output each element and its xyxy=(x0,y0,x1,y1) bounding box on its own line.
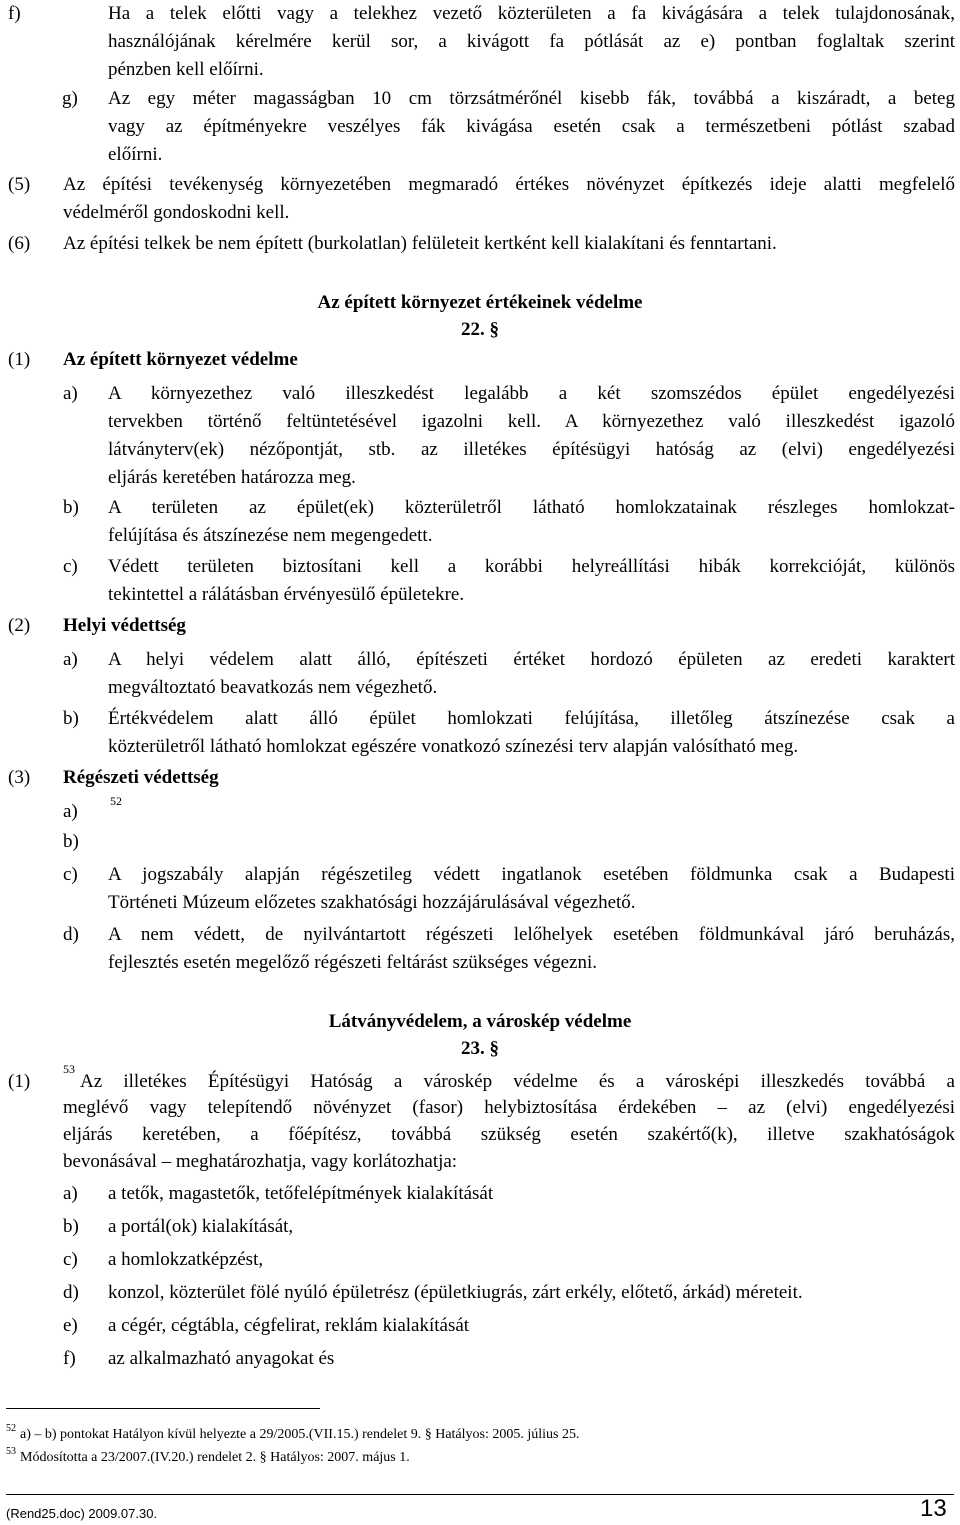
footnote-mark-53: 53 xyxy=(6,1446,16,1457)
section-symbol-22: § xyxy=(489,319,499,340)
s22-p1-c-line-2: tekintettel a rálátásban érvényesülő épületekre. xyxy=(108,584,465,605)
s22-p1-label-a: a) xyxy=(63,383,78,404)
s22-p2-label-a: a) xyxy=(63,649,78,670)
s22-p2-b-line-1: Értékvédelem alatt álló épület homlokzati felújítása, illetőleg átszínezése csak a xyxy=(108,708,955,729)
footnote-52-text: a) ‒ b) pontokat Hatályon kívül helyezte a 29/2005.(VII.15.) rendelet 9. § Hatályos: 2005. július 25. xyxy=(20,1427,580,1442)
section-symbol-23: § xyxy=(489,1038,499,1059)
s22-p1-a-line-4: eljárás keretében határozza meg. xyxy=(108,467,356,488)
s22-p1-label-b: b) xyxy=(63,497,79,518)
s23-p1-line-3: eljárás keretében, a főépítész, továbbá szükség esetén szakértő(k), illetve szakhatóságok xyxy=(63,1124,955,1145)
s22-p1-c-line-1: Védett területen biztosítani kell a korábbi helyreállítási hibák korrekcióját, különös xyxy=(108,556,955,577)
s22-p3-label-c: c) xyxy=(63,864,78,885)
item-g-line-2: vagy az építményekre veszélyes fák kivágása esetén csak a természetbeni pótlást szabad xyxy=(108,116,955,137)
s22-p2-label-b: b) xyxy=(63,708,79,729)
s22-p2-a-line-2: megváltoztató beavatkozás nem végezhető. xyxy=(108,677,438,698)
s23-item-d: konzol, közterület fölé nyúló épületrész (épületkiugrás, zárt erkély, előtető, árkád) méreteit. xyxy=(108,1282,803,1303)
section-22-title: Az épített környezet értékeinek védelme xyxy=(317,292,643,313)
s22-paragraph-3-heading: Régészeti védettség xyxy=(63,767,219,788)
paragraph-label-5: (5) xyxy=(8,174,31,195)
s23-label-e: e) xyxy=(63,1315,78,1336)
s22-paragraph-label-1: (1) xyxy=(8,349,31,370)
s23-p1-line-2: meglévő vagy telepítendő növényzet (fasor) helybiztosítása érdekében ‒ az (elvi) engedélyezési xyxy=(63,1097,955,1118)
section-22-number xyxy=(380,316,580,344)
s23-p1-line-4: bevonásával ‒ meghatározhatja, vagy korlátozhatja: xyxy=(63,1151,458,1172)
paragraph-6-text: Az építési telkek be nem épített (burkolatlan) felületeit kertként kell kialakítani és fenntartani. xyxy=(63,233,777,254)
s23-label-d: d) xyxy=(63,1282,79,1303)
s23-item-f: az alkalmazható anyagokat és xyxy=(108,1348,335,1369)
paragraph-label-6: (6) xyxy=(8,233,31,254)
item-f-line-2: használójának kérelmére kerül sor, a kivágott fa pótlását az e) pontban foglaltak szerint xyxy=(108,31,955,52)
s22-p1-a-line-2: tervekben történő feltüntetésével igazolni kell. A környezethez való illeszkedést igazoló xyxy=(108,411,955,432)
s23-label-c: c) xyxy=(63,1249,78,1270)
footnote-ref-53[interactable]: 53 xyxy=(63,1062,75,1076)
s23-item-e: a cégér, cégtábla, cégfelirat, reklám kialakítását xyxy=(108,1315,470,1336)
s22-p1-label-c: c) xyxy=(63,556,78,577)
footnote-ref-52[interactable]: 52 xyxy=(110,794,122,808)
section-22-num: 22. xyxy=(461,319,485,340)
s23-label-a: a) xyxy=(63,1183,78,1204)
footer-document-info: (Rend25.doc) 2009.07.30. xyxy=(6,1506,158,1521)
s22-p3-label-d: d) xyxy=(63,924,79,945)
s22-p1-b-line-2: felújítása és átszínezése nem megengedett. xyxy=(108,525,433,546)
s22-p1-a-line-1: A környezethez való illeszkedést legalább a két szomszédos épület engedélyezési xyxy=(108,383,955,404)
s22-p3-c-line-1: A jogszabály alapján régészetileg védett ingatlanok esetében földmunka csak a Budapesti xyxy=(108,864,955,885)
section-23-title: Látványvédelem, a városkép védelme xyxy=(328,1011,632,1032)
section-23-num: 23. xyxy=(461,1038,485,1059)
s22-paragraph-label-3: (3) xyxy=(8,767,31,788)
s22-paragraph-label-2: (2) xyxy=(8,615,31,636)
s22-p3-label-b: b) xyxy=(63,831,79,852)
item-label-g: g) xyxy=(62,88,78,109)
s22-p1-a-line-3: látványterv(ek) nézőpontját, stb. az illetékes építésügyi hatóság az (elvi) engedélyezési xyxy=(108,439,955,460)
s23-paragraph-label-1: (1) xyxy=(8,1071,31,1092)
s23-item-b: a portál(ok) kialakítását, xyxy=(108,1216,294,1237)
item-f-line-1: Ha a telek előtti vagy a telekhez vezető közterületen a fa kivágására a telek tulajdonosának, xyxy=(108,3,955,24)
s22-paragraph-2-heading: Helyi védettség xyxy=(63,615,186,636)
s22-p2-b-line-2: közterületről látható homlokzat egészére vonatkozó színezési terv alapján valósítható meg. xyxy=(108,736,799,757)
s22-p2-a-line-1: A helyi védelem alatt álló, építészeti értéket hordozó épületen az eredeti karaktert xyxy=(108,649,955,670)
s22-p3-label-a: a) xyxy=(63,801,78,822)
s22-p3-d-line-2: fejlesztés esetén megelőző régészeti feltárást szükséges végezni. xyxy=(108,952,598,973)
footnote-mark-52: 52 xyxy=(6,1423,16,1434)
footnote-separator xyxy=(6,1408,320,1409)
item-g-line-1: Az egy méter magasságban 10 cm törzsátmérőnél kisebb fák, továbbá a kiszáradt, a beteg xyxy=(108,88,955,109)
s22-p3-d-line-1: A nem védett, de nyilvántartott régészeti lelőhelyek esetében földmunkával járó beruházás, xyxy=(108,924,955,945)
s23-label-b: b) xyxy=(63,1216,79,1237)
s23-label-f: f) xyxy=(63,1348,76,1369)
footnote-53-text: Módosította a 23/2007.(IV.20.) rendelet 2. § Hatályos: 2007. május 1. xyxy=(20,1450,410,1465)
page-number: 13 xyxy=(920,1495,947,1522)
s23-item-a: a tetők, magastetők, tetőfelépítmények kialakítását xyxy=(108,1183,494,1204)
item-label-f: f) xyxy=(8,3,21,24)
s22-paragraph-1-heading: Az épített környezet védelme xyxy=(63,349,298,370)
item-g-line-3: előírni. xyxy=(108,144,163,165)
s22-p1-b-line-1: A területen az épület(ek) közterületről látható homlokzatainak részleges homlokzat- xyxy=(108,497,955,518)
footer-rule xyxy=(6,1494,954,1495)
section-23-number xyxy=(380,1035,580,1063)
s23-item-c: a homlokzatképzést, xyxy=(108,1249,264,1270)
s23-p1-line-1: Az illetékes Építésügyi Hatóság a városkép védelme és a városképi illeszkedés továbbá a xyxy=(80,1071,955,1092)
paragraph-5-line-2: védelméről gondoskodni kell. xyxy=(63,202,290,223)
paragraph-5-line-1: Az építési tevékenység környezetében megmaradó értékes növényzet építkezés ideje alatti megfelelő xyxy=(63,174,955,195)
s22-p3-c-line-2: Történeti Múzeum előzetes szakhatósági hozzájárulásával végezhető. xyxy=(108,892,636,913)
item-f-line-3: pénzben kell előírni. xyxy=(108,59,264,80)
